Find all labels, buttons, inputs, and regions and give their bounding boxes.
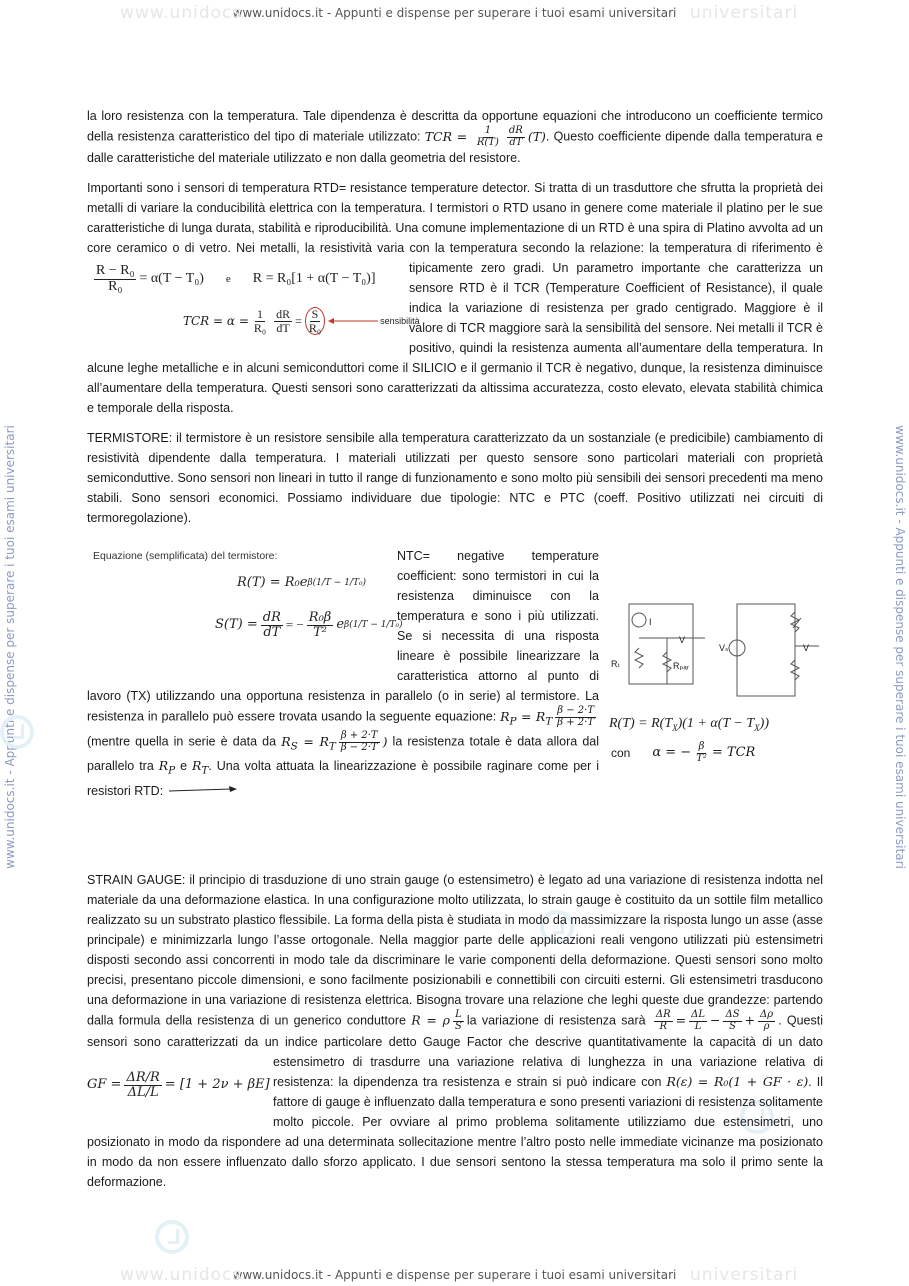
formula-part: R(T) = R(T bbox=[609, 716, 673, 731]
fraction bbox=[261, 611, 283, 639]
formula-part: α = − bbox=[652, 745, 692, 760]
fraction bbox=[124, 1071, 161, 1099]
formula-part: (T) bbox=[527, 128, 546, 144]
text: la resistenza totale è data allora dal parallelo tra bbox=[87, 734, 600, 773]
fraction bbox=[507, 126, 525, 148]
paragraph-thermistor bbox=[87, 428, 823, 528]
fraction bbox=[339, 731, 380, 753]
alpha-formula bbox=[611, 742, 755, 764]
den: T² bbox=[313, 624, 327, 640]
num: β − 2·T bbox=[557, 705, 594, 716]
den: R(T) bbox=[476, 136, 499, 148]
formula-part: R(T) = R₀e bbox=[237, 575, 308, 590]
den: S bbox=[454, 1020, 462, 1032]
fraction bbox=[307, 611, 334, 639]
den: S bbox=[729, 1020, 736, 1032]
formula-part: R bbox=[319, 733, 329, 749]
text: e bbox=[175, 759, 192, 773]
logo-watermark-icon bbox=[155, 1220, 189, 1254]
num: Δρ bbox=[760, 1009, 774, 1020]
den: R₀ bbox=[253, 320, 267, 335]
formula-part: e bbox=[336, 617, 345, 632]
exponent: β(1/T − 1/T₀) bbox=[344, 620, 403, 630]
watermark-side-right: www.unidocs.it - Appunti e dispense per superare i tuoi esami universitari bbox=[893, 425, 907, 869]
den: R bbox=[659, 1020, 667, 1032]
formula-part: = bbox=[297, 733, 320, 749]
num: dR bbox=[276, 306, 291, 321]
text: (o in serie) al termistore. La resistenza in parallelo può essere trovata usando la seguente equazione: bbox=[87, 689, 600, 724]
num: R − R₀ bbox=[96, 262, 135, 278]
thermistor-eq-1 bbox=[237, 566, 366, 600]
logo-watermark-icon bbox=[0, 715, 34, 749]
formula-part: TCR = bbox=[424, 128, 468, 144]
num: ΔS bbox=[725, 1009, 740, 1020]
formula-part: )(1 + α(T − T bbox=[677, 716, 755, 731]
arrow-icon bbox=[328, 316, 380, 326]
formula-part: = α(T − T₀) bbox=[139, 271, 204, 286]
num: 1 bbox=[484, 125, 492, 136]
connector: e bbox=[225, 273, 231, 285]
paragraph-tcr-intro bbox=[87, 106, 823, 168]
den: dT bbox=[263, 624, 281, 640]
num: S bbox=[311, 306, 319, 321]
fraction bbox=[453, 1010, 464, 1032]
text: TERMISTORE: il termistore è un resistore sensibile alla temperatura caratterizzato da un sostanziale (e predicibile) cambiamento di resistività dipendente dalla temperatura. I materiali utilizzati per questo sensore sono particolari materiali con proprietà semiconduttive. Sono sensori non lineari in tutto il range di funzionamento e sono molto più sensibili dei sensori precedenti ma meno stabili. Sono sensori economici. Possiamo individuare due tipologie: NTC e PTC (coeff. Positivo utilizzati nei circuiti di termoregolazione). bbox=[87, 431, 823, 525]
linearization-formula: $R(T) = R(T_X)(1 + \alpha(T - T_X))$ bbox=[609, 716, 769, 733]
formula-part: TCR = α = bbox=[183, 314, 249, 328]
tcr-inline-formula bbox=[424, 125, 546, 148]
formula-part: R(ε) = R₀(1 + GF · ε) bbox=[666, 1074, 809, 1089]
formula-part: = R bbox=[516, 708, 546, 724]
paragraph-ntc bbox=[87, 546, 823, 802]
num: β + 2·T bbox=[340, 730, 378, 741]
formula-part: = TCR bbox=[711, 745, 756, 760]
formula-part: R bbox=[281, 733, 291, 749]
den: ρ bbox=[763, 1020, 770, 1032]
formula-part: R = ρ bbox=[411, 1012, 450, 1028]
arrow-right-icon bbox=[167, 786, 237, 796]
rtd-formula-image bbox=[87, 260, 420, 346]
formula-part: = [1 + 2ν + βE] bbox=[164, 1077, 270, 1092]
formula-sub: T bbox=[201, 764, 209, 777]
formula-sub: P bbox=[509, 715, 517, 727]
fraction bbox=[694, 742, 709, 764]
formula-part: = − bbox=[285, 617, 304, 632]
formula-part: R bbox=[158, 758, 169, 773]
watermark-ghost-left-top: www.unidocs bbox=[120, 3, 243, 23]
text: . Una volta attuata la linearizzazione è possibile raginare come per i resistori RTD: bbox=[87, 759, 599, 798]
gauge-factor-formula bbox=[87, 1068, 270, 1102]
rs-formula: $R_S = R_T$ $\frac{\beta + 2\cdot T}{\beta - 2\cdot T}$ ) bbox=[281, 730, 388, 753]
den: L bbox=[694, 1020, 702, 1032]
rtd-formula-line-1 bbox=[91, 262, 376, 296]
exponent: β(1/T − 1/T₀) bbox=[307, 578, 367, 588]
watermark-side-left: www.unidocs.it - Appunti e dispense per superare i tuoi esami universitari bbox=[3, 425, 17, 869]
formula-part: R = R₀[1 + α(T − T₀)] bbox=[252, 271, 376, 286]
con-word: con bbox=[611, 746, 631, 760]
thermistor-eq-2 bbox=[215, 608, 403, 642]
thermistor-caption: Equazione (semplificata) del termistore: bbox=[93, 550, 278, 562]
circuit-diagram-icon bbox=[609, 598, 827, 710]
circuit-label: V bbox=[803, 643, 810, 653]
formula-sub: T bbox=[545, 715, 553, 727]
formula-part: R bbox=[191, 758, 202, 773]
num: dR bbox=[508, 125, 523, 136]
formula-part: GF = bbox=[87, 1077, 122, 1092]
num: R₀β bbox=[308, 609, 332, 625]
circuit-label: I bbox=[649, 617, 652, 627]
text: la variazione di resistenza sarà bbox=[466, 1013, 651, 1028]
sensitivity-label: sensibilità bbox=[380, 316, 420, 326]
circuit-label: Rₚₐᵣ bbox=[673, 661, 689, 671]
den: β + 2·T bbox=[557, 716, 594, 728]
text: la loro resistenza con la temperatura. Tale dipendenza è descritta da opportune equazioni che introducono un coefficiente termico della resistenza caratteristico del tipo di materiale utilizzato: bbox=[87, 109, 823, 144]
formula-sub: S bbox=[290, 740, 298, 752]
formula-sub: P bbox=[168, 764, 176, 777]
num: ΔL bbox=[691, 1009, 705, 1020]
num: β bbox=[698, 741, 705, 752]
gauge-factor-formula-image bbox=[87, 1058, 270, 1116]
circuit-label: Vₛ bbox=[719, 643, 729, 653]
watermark-ghost-right-bottom: universitari bbox=[690, 1265, 799, 1285]
watermark-bottom: www.unidocs.it - Appunti e dispense per superare i tuoi esami universitari bbox=[232, 1268, 677, 1282]
den: dT bbox=[509, 136, 523, 148]
fraction bbox=[274, 308, 292, 334]
fraction bbox=[758, 1010, 775, 1032]
linearization-circuit-image bbox=[609, 598, 827, 798]
spacer bbox=[87, 812, 823, 870]
text: (mentre quella in serie è data da bbox=[87, 734, 282, 749]
den: dT bbox=[276, 320, 290, 335]
watermark-ghost-left-bottom: www.unidocs bbox=[120, 1265, 243, 1285]
text: estensimetro di trasdurre una variazione relativa di lunghezza in una variazione relativa di resistenza: la dipendenza tra resistenza e strain si può indicare con bbox=[273, 1055, 823, 1089]
fraction bbox=[475, 126, 501, 148]
fraction bbox=[555, 706, 596, 728]
num: ΔR/R bbox=[126, 1069, 160, 1085]
paragraph-rtd bbox=[87, 178, 823, 418]
text: . Questi sensori sono caratterizzati da un indice particolare detto Gauge Factor che descrive quantitativamente la capacità di un dato bbox=[87, 1013, 824, 1049]
den: R₀ bbox=[308, 320, 322, 335]
text: NTC= negative temperature coefficient: sono termistori in cui la resistenza diminuisce con la temperatura e sono i più utilizzati. Se si necessita di una risposta lineare è possibile linearizzare la caratteristica attorno al punto di lavoro (TX) utilizzando una opportuna resistenza in parallelo bbox=[87, 549, 599, 703]
num: ΔR bbox=[655, 1009, 671, 1020]
formula-part: )) bbox=[759, 716, 769, 731]
formula-part: S(T) = bbox=[215, 617, 258, 632]
formula-part: R bbox=[500, 708, 510, 724]
watermark-ghost-right-top: universitari bbox=[690, 3, 799, 23]
text: . Il fattore di gauge è influenzato dalla temperatura e sono presenti variazioni di resistenza solitamente molto piccole. Per ovviare al primo problema solitamente utilizziamo due estensimetri, uno posizionato in modo da rispondere ad una determinata sollecitazione mentre l’altro posto nelle immediate vicinanze ma posizionato in modo da non essere influenzato dallo sforzo applicato. I due sensori sentono la stessa temperatura ma solo il primo sente la deformazione. bbox=[87, 1075, 823, 1189]
formula-sub: T bbox=[328, 740, 336, 752]
den: ΔL/L bbox=[127, 1084, 159, 1100]
circuit-label: V bbox=[679, 635, 686, 645]
text: STRAIN GAUGE: il principio di trasduzione di uno strain gauge (o estensimetro) è legato ad una variazione di resistenza indotta nel materiale da una deformazione elastica. In una configurazione molto utilizzata, lo strain gauge è costituito da un sottile film metallico realizzato su un substrato plastico flessibile. La forma della pista è studiata in modo da massimizzare la risposta lungo un asse (asse principale) e minimizzarla lungo l’asse ortogonale. Nella maggior parte delle applicazioni reali vengono utilizzati più estensimetri disposti secondo assi concorrenti in modo tale da discriminare le varie componenti della deformazione. Questi sensori sono molto precisi, presentano piccole dimensioni, e sono facilmente posizionabili e connettibili con circuiti esterni. Gli estensimetri trasducono una deformazione in una variazione di resistenza elettrica. Bisogna trovare una relazione che leghi queste due grandezze: partendo dalla formula della resistenza di un generico conduttore bbox=[87, 873, 823, 1028]
thermistor-formula-image bbox=[87, 548, 403, 666]
num: dR bbox=[262, 609, 281, 625]
num: 1 bbox=[256, 306, 263, 321]
den: T² bbox=[696, 752, 707, 764]
fraction bbox=[94, 264, 136, 294]
rp-formula bbox=[500, 705, 599, 728]
paragraph-strain-gauge: STRAIN GAUGE: il principio di trasduzione di uno strain gauge (o estensimetro) è legato ad una variazione di resistenza indotta nel materiale da una deformazione elastica. In una configurazione molto utilizzata, lo strain gauge è costituito da un sottile film metallico realizzato su un substrato plastico flessibile. La forma della pista è studiata in modo da massimizzare la risposta lungo un asse (asse principale) e minimizzarla lungo l’asse ortogonale. Nella maggior parte delle applicazioni reali vengono utilizzati più estensimetri disposti secondo assi concorrenti in modo tale da discriminare le varie componenti della deformazione. Questi sensori sono molto precisi, presentano piccole dimensioni, e sono facilmente posizionabili e connettibili con circuiti esterni. Gli estensimetri trasducono una deformazione in una variazione di resistenza elettrica. Bisogna trovare una relazione che leghi queste due grandezze: partendo dalla formula della resistenza di un generico conduttore R = ρ $\frac{L}{S}$ la variazione di resistenza sarà $\frac{\Delta R}{R}$ = $\frac{\Delta L}{L}$ − $\frac{\Delta S}{S}$ + $\frac{\Delta\rho}{\rho}$ . Questi sensori sono caratterizzati da un indice particolare detto Gauge Factor che descrive quantitativamente la capacità di un dato GF = $\frac{\Delta R/R}{\Delta L/L}$ = [1 + 2ν + βE] estensimetro di trasdurre una variazione relativa di lunghezza in una variazione relativa di resistenza: la dipendenza tra resistenza e strain si può indicare con R(ε) = R₀(1 + GF · ε). Il fattore di gauge è influenzato dalla temperatura e sono presenti variazioni di resistenza solitamente molto piccole. Per ovviare al primo problema solitamente utilizziamo due estensimetri, uno posizionato in modo da rispondere ad una determinata sollecitazione mentre l’altro posto nelle immediate vicinanze ma posizionato in modo da non essere influenzato dallo sforzo applicato. I due sensori sentono la stessa temperatura ma solo il primo sente la deformazione. bbox=[87, 873, 824, 1189]
fraction bbox=[654, 1010, 673, 1032]
circuit-label: Rₜ bbox=[611, 659, 621, 669]
fraction-sensitivity bbox=[305, 307, 325, 335]
fraction bbox=[252, 308, 268, 334]
text: Importanti sono i sensori di temperatura RTD= resistance temperature detector. Si tratta di un trasduttore che sfrutta la proprietà dei metalli di variare la conducibilità elettrica con la temperatura. I termistori o RTD usano in genere come materiale il platino per le sue caratteristiche di lunga durata, stabilità e riproducibilità. Una comune implementazione di un RTD è una spira di Platino avvolta ad un core ceramico o di vetro. Nei metalli, la resistività varia con la temperatura secondo la relazione: la temperatura di riferimento è tipicamente zero gradi. Un parametro importante che caratterizza bbox=[87, 181, 823, 275]
fraction bbox=[723, 1010, 741, 1032]
den: R₀ bbox=[108, 278, 123, 294]
num: L bbox=[455, 1009, 462, 1020]
den: β − 2·T bbox=[340, 741, 378, 753]
text: un sensore RTD è il TCR (Temperature Coefficient of Resistance), il quale indica la variazione di resistenza per grado centigrado. Maggiore è il valore di TCR maggiore sarà la sensibilità del sensore. Nei metalli il TCR è positivo, quindi la resistenza aumenta all’aumentare della temperatura. In alcune leghe metalliche e in alcuni semiconduttori come il SILICIO e il germanio il TCR è negativo, dunque, la resistenza diminuisce all’aumentare della temperatura. Questi sensori sono caratterizzati da altissima accuratezza, costo elevato, elevata stabilità chimica e temporale della risposta. bbox=[87, 261, 823, 415]
text: . Questo coefficiente dipende dalla temperatura e dalle caratteristiche del materiale utilizzato e non dalla geometria del resistore. bbox=[87, 129, 823, 165]
document-body bbox=[87, 106, 823, 1202]
rtd-formula-line-2: TCR = α = $\frac{1}{\text{R₀}}$ $\frac{dR}{dT}$ = $\frac{S}{\text{R₀}}$ sensibilità bbox=[183, 306, 420, 335]
watermark-top: www.unidocs.it - Appunti e dispense per superare i tuoi esami universitari bbox=[232, 6, 677, 20]
fraction bbox=[689, 1010, 707, 1032]
